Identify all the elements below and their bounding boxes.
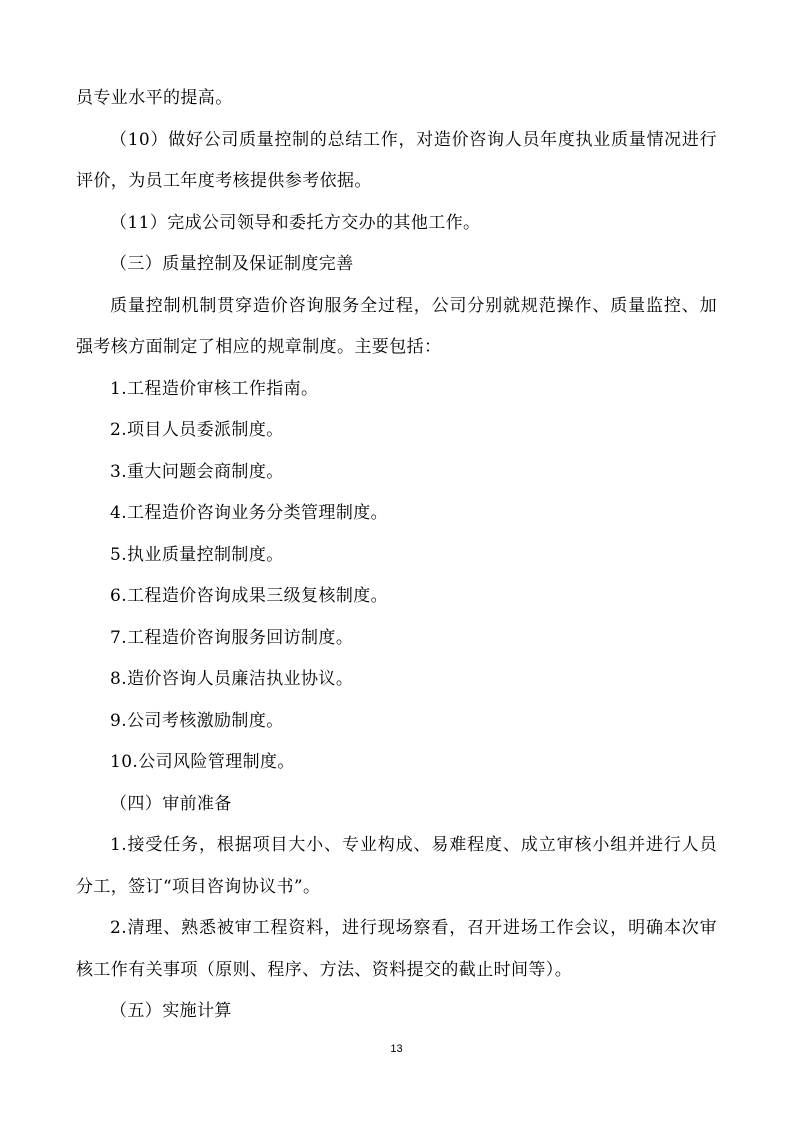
paragraph: （11）完成公司领导和委托方交办的其他工作。: [110, 212, 481, 233]
section-heading: （三）质量控制及保证制度完善: [110, 254, 354, 274]
list-item: 10.公司风险管理制度。: [110, 752, 295, 772]
list-item: 6.工程造价咨询成果三级复核制度。: [110, 586, 389, 606]
paragraph: 员专业水平的提高。: [76, 88, 233, 108]
list-item: 5.执业质量控制制度。: [110, 544, 284, 565]
list-item: 9.公司考核激励制度。: [110, 710, 284, 731]
list-item: 8.造价咨询人员廉洁执业协议。: [110, 669, 354, 689]
list-item: 1.工程造价审核工作指南。: [110, 378, 319, 399]
list-item: 4.工程造价咨询业务分类管理制度。: [110, 503, 389, 523]
list-item: 7.工程造价咨询服务回访制度。: [110, 627, 354, 648]
page-number: 13: [390, 1043, 403, 1055]
section-heading: （四）审前准备: [110, 793, 232, 814]
section-heading: （五）实施计算: [110, 1001, 232, 1021]
list-item: 3.重大问题会商制度。: [110, 461, 284, 482]
document-body: [76, 78, 717, 1033]
list-item: 2.清理、熟悉被审工程资料，进行现场察看，召开进场工作会议，明确本次审核工作有关事项（原则、程序、方法、资料提交的截止时间等）。: [76, 918, 717, 980]
list-item: 2.项目人员委派制度。: [110, 420, 284, 440]
paragraph: 质量控制机制贯穿造价咨询服务全过程，公司分别就规范操作、质量监控、加强考核方面制定了相应的规章制度。主要包括：: [76, 295, 717, 357]
list-item: 1.接受任务，根据项目大小、专业构成、易难程度、成立审核小组并进行人员分工，签订“项目咨询协议书”。: [76, 835, 717, 897]
paragraph: （10）做好公司质量控制的总结工作，对造价咨询人员年度执业质量情况进行评价，为员工年度考核提供参考依据。: [76, 129, 717, 191]
